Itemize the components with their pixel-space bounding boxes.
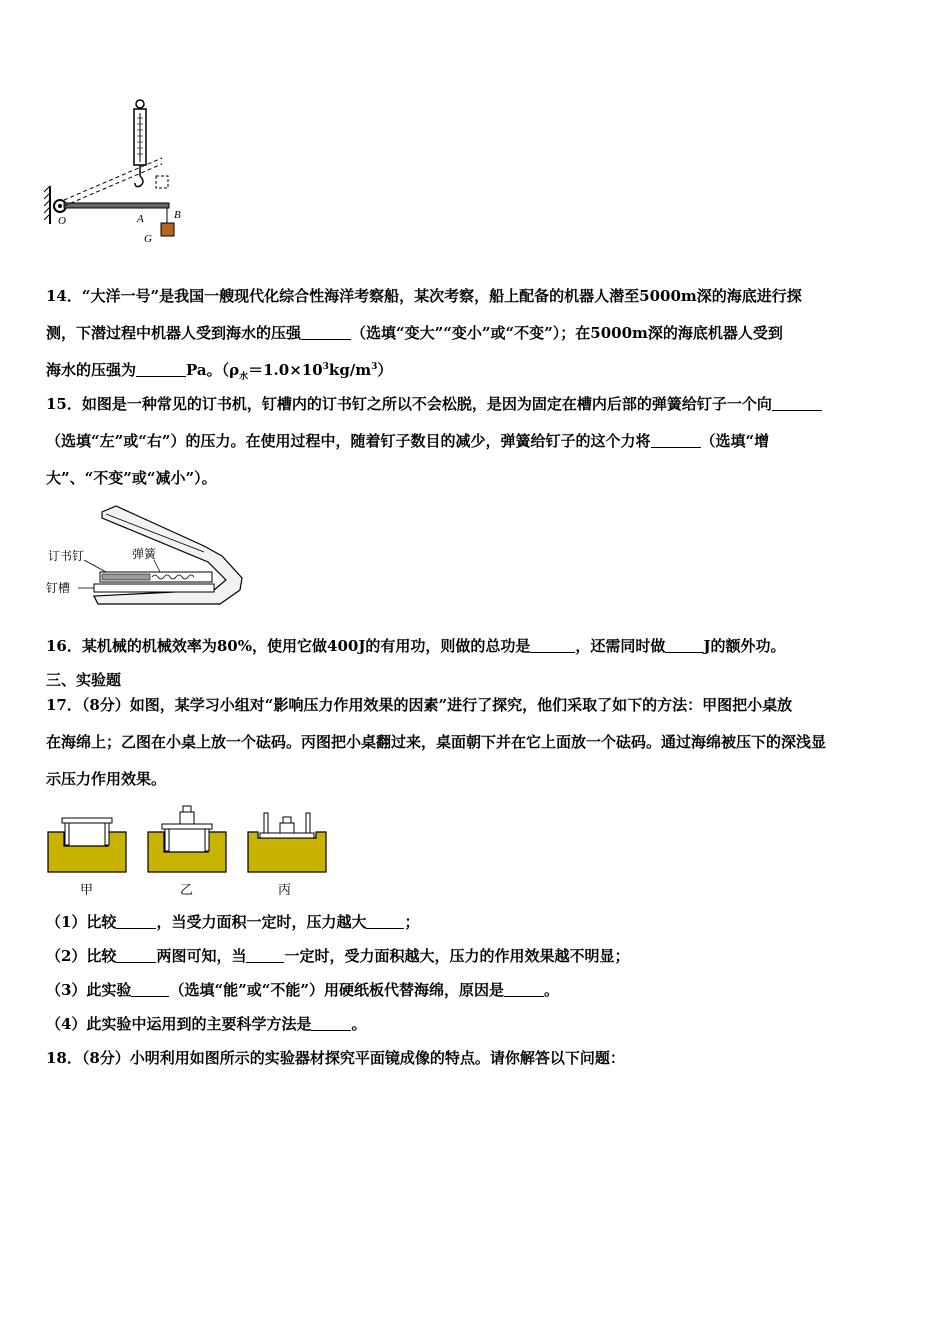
label-groove: 钉槽 (46, 581, 71, 595)
label-a: A (137, 213, 144, 225)
q15-line3: 大”、“不变”或“减小”）。 (46, 469, 217, 487)
q17-sub4: （4）此实验中运用到的主要科学方法是 。 (46, 1015, 367, 1033)
stapler-figure (44, 500, 244, 610)
q17-line3: 示压力作用效果。 (46, 770, 167, 788)
q15-line2: （选填“左”或“右”）的压力。在使用过程中，随着钉子数目的减少，弹簧给钉子的这个力将 （选填“增 (46, 432, 770, 450)
q17-sub2: （2）比较 两图可知，当 一定时，受力面积越大，压力的作用效果越不明显； (46, 947, 630, 965)
q14-line2: 测，下潜过程中机器人受到海水的压强 （选填“变大”“变小”或“不变”）；在5000m深的海底机器人受到 (46, 324, 783, 342)
q14-line1: 14．“大洋一号”是我国一艘现代化综合性海洋考察船，某次考察，船上配备的机器人潜至5000m深的海底进行探 (46, 287, 802, 305)
q17-line1: 17．（8分）如图，某学习小组对“影响压力作用效果的因素”进行了探究，他们采取了如下的方法：甲图把小桌放 (46, 696, 793, 714)
q17-line2: 在海绵上；乙图在小桌上放一个砝码。丙图把小桌翻过来，桌面朝下并在它上面放一个砝码。通过海绵被压下的深浅显 (46, 733, 827, 751)
q17-sub1: （1）比较 ，当受力面积一定时，压力越大 ； (46, 913, 420, 931)
q16-line: 16．某机械的机械效率为80%，使用它做400J的有用功，则做的总功是 ，还需同时做 J的额外功。 (46, 637, 786, 655)
label-g: G (144, 233, 152, 245)
label-staple: 订书钉 (48, 549, 85, 563)
q18-line: 18．（8分）小明利用如图所示的实验器材探究平面镜成像的特点。请你解答以下问题： (46, 1049, 625, 1067)
sponge-figure (46, 802, 328, 902)
q17-sub3: （3）此实验 （选填“能”或“不能”）用硬纸板代替海绵，原因是 。 (46, 981, 559, 999)
label-b: B (174, 209, 181, 221)
q14-line3: 海水的压强为 Pa。$(\rho_水=1.0\times 10^3kg/m^3)$ (46, 361, 393, 382)
label-spring: 弹簧 (132, 547, 157, 561)
lever-figure (44, 96, 204, 246)
label-yi: 乙 (180, 883, 194, 898)
section-title: 三、实验题 (46, 671, 122, 689)
label-bing: 丙 (278, 883, 292, 898)
label-jia: 甲 (80, 883, 94, 898)
label-o: O (58, 215, 66, 227)
q15-line1: 15．如图是一种常见的订书机，钉槽内的订书钉之所以不会松脱，是因为固定在槽内后部的弹簧给钉子一个向 (46, 386, 908, 423)
